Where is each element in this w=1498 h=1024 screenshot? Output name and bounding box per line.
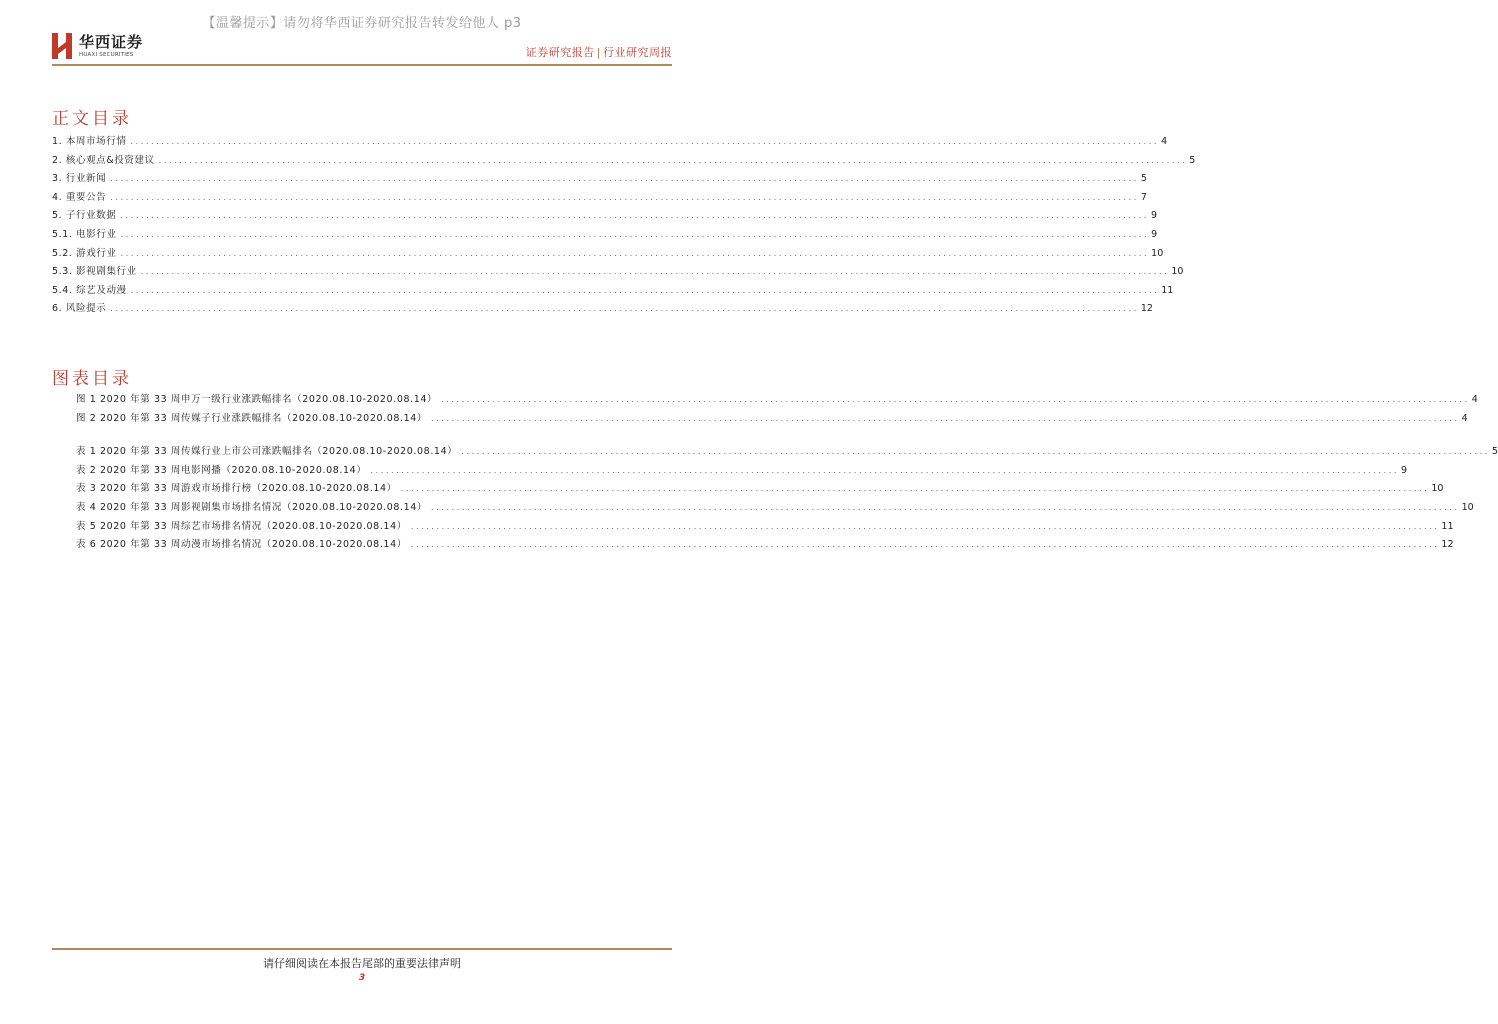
- dot-leader: ........................................................................................................................................................................................................: [110, 304, 1139, 314]
- entry-page-number: 10: [1151, 247, 1164, 259]
- page-number: 3: [358, 973, 366, 983]
- dot-leader: ........................................................................................................................................................................................................: [130, 137, 1160, 146]
- entry-label: 2. 核心观点&投资建议: [52, 154, 155, 166]
- dot-leader: ........................................................................................................................................................................................................: [431, 502, 1460, 512]
- entry-page-number: 5: [1140, 173, 1147, 185]
- dot-leader: ........................................................................................................................................................................................................: [120, 211, 1149, 221]
- dot-leader: ........................................................................................................................................................................................................: [431, 413, 1460, 423]
- logo-chinese-name: 华西证券: [79, 32, 144, 51]
- report-type: 证券研究报告: [525, 46, 595, 59]
- entry-page-number: 10: [1171, 266, 1184, 278]
- toc-entry[interactable]: [52, 152, 1196, 171]
- entry-label: 1. 本周市场行情: [52, 136, 127, 147]
- watermark-text: 【温馨提示】请勿将华西证券研究报告转发给他人 p3: [202, 16, 522, 31]
- report-subtype: 行业研究周报: [603, 46, 672, 59]
- dot-leader: ........................................................................................................................................................................................................: [110, 192, 1139, 202]
- entry-page-number: 11: [1441, 520, 1454, 532]
- dot-leader: ........................................................................................................................................................................................................: [410, 540, 1440, 550]
- entry-page-number: 11: [1161, 284, 1174, 296]
- entry-page-number: 4: [1161, 136, 1168, 147]
- header-rule: [52, 64, 672, 66]
- dot-leader: ........................................................................................................................................................................................................: [461, 447, 1490, 457]
- table-entry[interactable]: [76, 462, 1408, 481]
- dot-leader: ........................................................................................................................................................................................................: [120, 248, 1150, 258]
- toc-entry[interactable]: [52, 170, 1147, 189]
- toc-entry[interactable]: [52, 282, 1174, 301]
- entry-label: 5.3. 影视剧集行业: [52, 266, 137, 278]
- entry-label: 表 6 2020 年第 33 周动漫市场排名情况（2020.08.10-2020.08.14）: [76, 539, 407, 551]
- entry-page-number: 9: [1401, 464, 1408, 476]
- company-logo: [52, 33, 143, 59]
- table-entry[interactable]: [76, 536, 1454, 555]
- logo-english-name: HUAXI SECURITIES: [79, 51, 134, 58]
- entry-label: 5. 子行业数据: [52, 210, 117, 222]
- toc-entry[interactable]: [52, 300, 1153, 319]
- toc-entry[interactable]: [52, 245, 1164, 264]
- dot-leader: ........................................................................................................................................................................................................: [130, 285, 1160, 295]
- footer-rule: [52, 948, 672, 950]
- dot-leader: ........................................................................................................................................................................................................: [410, 521, 1440, 531]
- entry-label: 5.2. 游戏行业: [52, 247, 117, 259]
- entry-page-number: 9: [1151, 228, 1158, 240]
- entry-page-number: 5: [1491, 446, 1498, 458]
- table-entry[interactable]: [76, 499, 1474, 518]
- entry-label: 表 5 2020 年第 33 周综艺市场排名情况（2020.08.10-2020.08.14）: [76, 520, 407, 532]
- entry-label: 5.4. 综艺及动漫: [52, 284, 127, 296]
- table-entry[interactable]: [76, 518, 1454, 537]
- dot-leader: ........................................................................................................................................................................................................: [140, 267, 1170, 277]
- toc-entry[interactable]: [52, 207, 1158, 226]
- list-spacer: [76, 428, 688, 443]
- figure-entry[interactable]: [76, 391, 1478, 410]
- entry-page-number: 5: [1189, 154, 1196, 166]
- figure-entry[interactable]: [76, 410, 1468, 429]
- toc-entry[interactable]: [52, 263, 1184, 282]
- entry-label: 表 4 2020 年第 33 周影视剧集市场排名情况（2020.08.10-2020.08.14）: [76, 501, 428, 513]
- entry-label: 4. 重要公告: [52, 191, 107, 203]
- entry-label: 表 2 2020 年第 33 周电影网播（2020.08.10-2020.08.14）: [76, 464, 367, 476]
- legal-disclaimer: 请仔细阅读在本报告尾部的重要法律声明: [263, 957, 461, 970]
- dot-leader: ........................................................................................................................................................................................................: [110, 174, 1139, 184]
- entry-page-number: 4: [1471, 394, 1478, 405]
- toc-entry[interactable]: [52, 133, 1168, 152]
- entry-page-number: 4: [1461, 412, 1468, 424]
- entry-label: 6. 风险提示: [52, 303, 107, 315]
- toc-list: [52, 133, 1196, 319]
- table-entry[interactable]: [76, 443, 1498, 462]
- figures-title: 图表目录: [52, 369, 132, 389]
- header-separator: |: [596, 46, 601, 59]
- dot-leader: ........................................................................................................................................................................................................: [158, 155, 1188, 165]
- dot-leader: ........................................................................................................................................................................................................: [370, 465, 1400, 475]
- entry-page-number: 10: [1461, 501, 1474, 513]
- toc-title: 正文目录: [52, 109, 132, 129]
- figure-list: [76, 391, 1498, 555]
- dot-leader: ........................................................................................................................................................................................................: [441, 395, 1470, 404]
- entry-page-number: 12: [1441, 539, 1454, 551]
- entry-label: 3. 行业新闻: [52, 173, 107, 185]
- dot-leader: ........................................................................................................................................................................................................: [400, 484, 1430, 494]
- entry-page-number: 12: [1140, 303, 1153, 315]
- dot-leader: ........................................................................................................................................................................................................: [120, 229, 1150, 239]
- entry-page-number: 7: [1140, 191, 1147, 203]
- huaxi-logo-icon: [52, 33, 74, 59]
- toc-entry[interactable]: [52, 226, 1158, 245]
- report-category: [526, 44, 672, 60]
- entry-page-number: 9: [1150, 210, 1158, 222]
- entry-label: 表 1 2020 年第 33 周传媒行业上市公司涨跌幅排名（2020.08.10-2020.08.14）: [76, 446, 458, 458]
- table-entry[interactable]: [76, 480, 1444, 499]
- entry-page-number: 10: [1431, 483, 1444, 495]
- entry-label: 图 1 2020 年第 33 周申万一级行业涨跌幅排名（2020.08.10-2020.08.14）: [76, 394, 438, 405]
- toc-entry[interactable]: [52, 189, 1147, 208]
- entry-label: 5.1. 电影行业: [52, 228, 117, 240]
- entry-label: 表 3 2020 年第 33 周游戏市场排行榜（2020.08.10-2020.08.14）: [76, 483, 397, 495]
- entry-label: 图 2 2020 年第 33 周传媒子行业涨跌幅排名（2020.08.10-2020.08.14）: [76, 412, 428, 424]
